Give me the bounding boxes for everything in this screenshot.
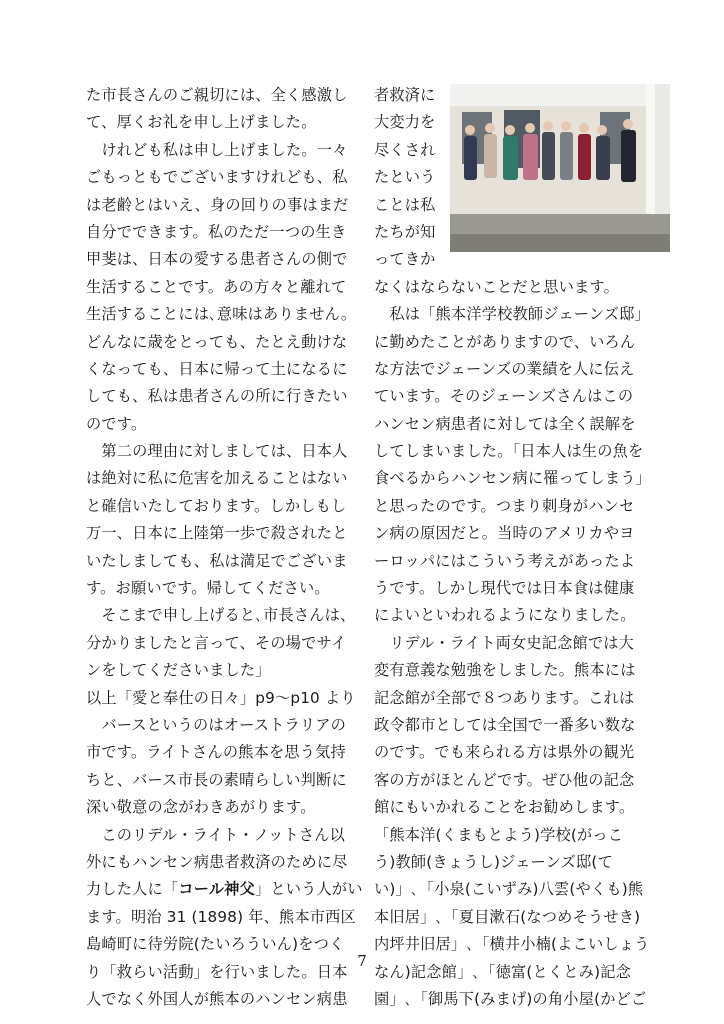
photo-side-text — [374, 82, 450, 274]
text-line: り「救らい活動」を行いました。日本 — [86, 962, 348, 981]
text-line: ことは私 — [374, 195, 436, 214]
text-line: くなっても、日本に帰って土になるに — [86, 359, 348, 378]
text-line: ってきか — [374, 250, 436, 269]
text-line: 生活することには､意味はありません。 — [86, 305, 357, 324]
text-line: ハンセン病患者に対しては全く誤解を — [374, 414, 636, 433]
text-line: 変有意義な勉強をしました。熊本には — [374, 661, 636, 680]
text-line: してしまいました｡「日本人は生の魚を — [374, 442, 644, 461]
text-line: 大変力を — [374, 113, 436, 132]
text-line: は老齢とはいえ、身の回りの事はまだ — [86, 195, 349, 214]
text-line: 自分でできます。私のただ一つの生き — [86, 222, 347, 241]
text-line: て、厚くお礼を申し上げました。 — [86, 113, 317, 132]
text-line: 島崎町に待労院(たいろういん)をつく — [86, 935, 345, 954]
text-line: な方法でジェーンズの業績を人に伝え — [374, 359, 635, 378]
text-line: う)教師(きょうし)ジェーンズ邸(て — [374, 852, 613, 871]
text-line: ちと、バース市長の素晴らしい判断に — [86, 770, 347, 789]
text-line: バースというのはオーストラリアの — [86, 715, 347, 734]
text-line: に勤めたことがありますので、いろん — [374, 332, 636, 351]
text-line: リデル・ライト両女史記念館では大 — [374, 633, 635, 652]
text-line: たちが知 — [374, 222, 436, 241]
text-line: そこまで申し上げると､市長さんは、 — [86, 606, 356, 625]
text-line: た市長さんのご親切には、全く感激し — [86, 86, 348, 104]
text-line: しても、私は患者さんの所に行きたい — [86, 387, 348, 406]
text-line: 万一、日本に上陸第一歩で殺されたと — [86, 524, 348, 543]
text-line: 記念館が全部で８つあります。これは — [374, 688, 635, 707]
text-line: す。お願いです。帰してください。 — [86, 579, 330, 598]
group-photo-illustration — [450, 84, 670, 252]
text-line: 深い敬意の念がわきあがります。 — [86, 798, 316, 817]
text-line: 園」､「御馬下(みまげ)の角小屋(かどご — [374, 989, 647, 1008]
right-column — [374, 82, 670, 1013]
text-line: のです。でも来られる方は県外の観光 — [374, 743, 635, 762]
text-line: ごもっともでございますけれども、私 — [86, 168, 348, 187]
text-line: うです。しかし現代では日本食は健康 — [374, 579, 635, 598]
text-line: たという — [374, 168, 436, 187]
text-line: は絶対に私に危害を加えることはない — [86, 469, 348, 488]
text-line: 私は「熊本洋学校教師ジェーンズ邸」 — [374, 305, 650, 324]
text-line: けれども私は申し上げました。一々 — [86, 140, 348, 159]
text-line: なくはならないことだと思います。 — [374, 277, 619, 296]
text-line: 市です。ライトさんの熊本を思う気持 — [86, 743, 346, 762]
text-line: 内坪井旧居」､「横井小楠(よこいしょう — [374, 935, 650, 954]
text-line: 人でなく外国人が熊本のハンセン病患 — [86, 989, 348, 1008]
text-line: 食べるからハンセン病に罹ってしまう」 — [374, 469, 651, 488]
text-line: 以上「愛と奉仕の日々」p9～p10 より — [86, 688, 356, 707]
text-line: と思ったのです。つまり刺身がハンセ — [374, 496, 635, 515]
text-span: 力した人に「 — [86, 880, 179, 899]
text-line: 館にもいかれることをお勧めします。 — [374, 798, 635, 817]
text-line: このリデル・ライト・ノットさん以 — [86, 825, 346, 844]
text-line: 「熊本洋(くまもとよう)学校(がっこ — [374, 825, 624, 844]
text-line: ン病の原因だと。当時のアメリカやヨ — [374, 524, 635, 543]
text-line: ます。明治 31 (1898) 年、熊本市西区 — [86, 907, 356, 926]
bold-name: コール神父 — [178, 880, 255, 899]
text-line: のです。 — [86, 414, 147, 433]
text-line: と確信いたしております。しかしもし — [86, 496, 347, 515]
text-line: ンをしてくださいました」 — [86, 661, 271, 680]
text-line: なん)記念館」､「徳富(とくとみ)記念 — [374, 962, 631, 981]
text-line: によいといわれるようになりました。 — [374, 606, 636, 625]
text-line: 外にもハンセン病患者救済のために尽 — [86, 852, 348, 871]
text-line: 客の方がほとんどです。ぜひ他の記念 — [374, 770, 635, 789]
text-line: 生活することです。あの方々と離れて — [86, 277, 347, 296]
text-line-bold-mention — [86, 876, 363, 903]
text-line: 第二の理由に対しましては、日本人 — [86, 442, 348, 461]
text-line: ーロッパにはこういう考えがあったよ — [374, 551, 636, 570]
page-number: 7 — [357, 952, 367, 970]
left-column — [86, 82, 363, 1013]
text-line: 政令都市としては全国で一番多い数な — [374, 715, 636, 734]
text-line: 甲斐は、日本の愛する患者さんの側で — [86, 250, 348, 269]
text-line: い)」､「小泉(こいずみ)八雲(やくも)熊 — [374, 880, 644, 899]
text-line: いたしましても、私は満足でございま — [86, 551, 348, 570]
text-line: 尽くされ — [374, 140, 436, 159]
group-photo — [450, 84, 670, 252]
text-line: ています。そのジェーンズさんはこの — [374, 387, 634, 406]
text-span: 」という人がい — [254, 880, 363, 899]
text-line: 者救済に — [374, 86, 436, 104]
text-line: 分かりましたと言って、その場でサイ — [86, 633, 347, 652]
text-line: どんなに歳をとっても、たとえ動けな — [86, 332, 348, 351]
photo-block — [374, 82, 670, 274]
text-line: 本旧居」､「夏目漱石(なつめそうせき) — [374, 907, 641, 926]
